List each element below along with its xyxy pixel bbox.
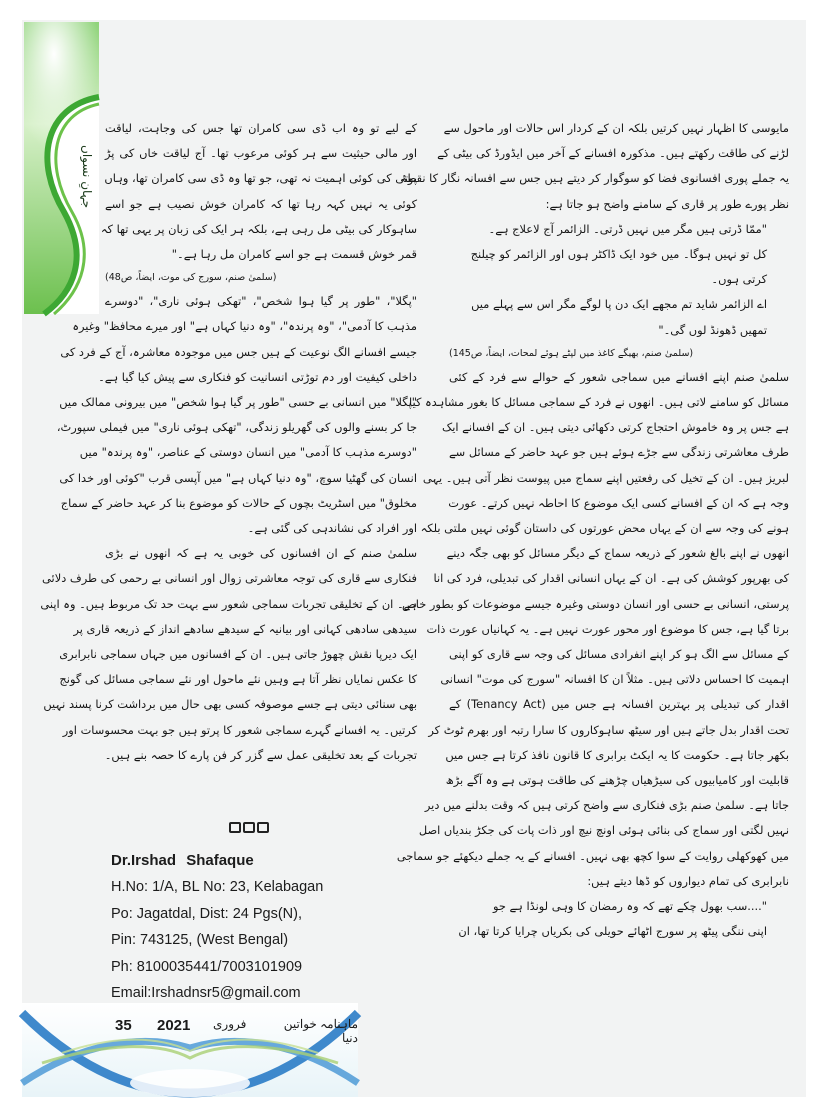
text-line: یہ جملے پوری افسانوی فضا کو سوگوار کر دیتے ہیں جس سے افسانہ نگار کا نقطۂ [400,171,789,186]
quote-line: "ممّا ڈرتی ہیں مگر میں نہیں ڈرتی۔ الزائمر آج لاعلاج ہے۔ [488,221,767,236]
article-column-right [396,116,789,945]
text-line: وجہ ہے کہ ان کے افسانے کسی ایک موضوع کا احاطہ نہیں کرتے۔ عورت [448,495,789,510]
quote-line: اے الزائمر شاید تم مجھے ایک دن پا لوگے مگر اس سے پہلے میں [471,297,767,312]
text-line: میں کھوکھلی روایت کے سوا کچھ بھی نہیں۔ افسانے کے یہ جملے دیکھئے جو سماجی [396,848,789,863]
text-line: سلمیٰ صنم اپنے افسانے میں سماجی شعور کے حوالے سے فرد کے کئی [449,369,789,384]
text-line: "دوسرے مذہب کا آدمی" میں انسان دوستی کے عناصر، "وہ پرندہ" میں [79,445,417,460]
page-number: 35 [115,1017,132,1034]
text-line: "پگلا" میں انسانی بے حسی "طور پر گیا ہوا شخص" میں بیرونی ممالک میں [59,395,417,410]
text-line: "پگلا"، "طور پر گیا ہوا شخص"، "تھکی ہوئی ناری"، "دوسرے [105,294,417,309]
text-line: جیسے افسانے الگ نوعیت کے ہیں جس میں موجودہ معاشرہ، آج کے فرد کی [60,344,417,359]
footer-info [22,1017,358,1045]
text-line: ایک دیرپا نقش چھوڑ جاتی ہیں۔ ان کے افسانوں میں جہاں سماجی نابرابری [59,647,417,662]
quote-line: کرتی ہوں۔ [711,272,767,287]
paragraph [40,541,417,768]
text-line: نابرابری کی تمام دیواروں کو ڈھا دیتے ہیں: [587,873,789,888]
square-icon [243,822,255,833]
text-line: جا کر بسنے والوں کی گھریلو زندگی، "تھکی ہوئی ناری" میں فیملی سپورٹ، [56,420,417,435]
text-line: کا عکس نمایاں نظر آتا ہے وہیں نئے ماحول اور نئے سماجی مسائل کی گونج [59,672,417,687]
block-quote [449,217,789,343]
citation: (سلمیٰ صنم، بھیگے کاغذ میں لپٹے ہوئے لمحات، ایضاً، ص145) [449,347,694,359]
text-line: سلمیٰ صنم کے ان افسانوں کی خوبی یہ ہے کہ انھوں نے بڑی [105,546,417,561]
text-line: مذہب کا آدمی"، "وہ پرندہ"، "وہ دنیا کہاں ہے" اور میرے محافظ" وغیرہ [72,319,417,334]
text-line: پوتی کی کوئی اہمیت نہ تھی، جو تھا وہ ڈی سی کامران تھا، وہاں [104,171,417,186]
paragraph [396,365,789,894]
text-line: اور مالی حیثیت سے ہر کوئی مرعوب تھا۔ آج لیاقت خاں کی پڑ [105,146,417,161]
text-line: کی بھرپور کوشش کی ہے۔ ان کے یہاں انسانی اقدار کی تبدیلی، فرد کی انا [433,571,789,586]
text-line: انھوں نے اپنے بالغ شعور کے ذریعہ سماج کے دیگر مسائل کو بھی جگہ دینے [446,546,789,561]
author-phone: Ph: 8100035441/7003101909 [111,958,303,975]
text-line: مسائل کو سامنے لاتی ہیں۔ انھوں نے فرد کے سماجی مسائل کا بغور مشاہدہ کیا [409,395,789,410]
square-icon [257,822,269,833]
text-line: لبریز ہیں۔ ان کے تخیل کی رفعتیں اپنے سماج میں پیوست نظر آتی ہیں۔ یہی [422,470,789,485]
text-line: لڑنے کی طاقت رکھتے ہیں۔ مذکورہ افسانے کے آخر میں ایڈورڈ کی بیٹی کے [437,146,789,161]
text-line: نہیں لگتی اور سماج کی بنائی ہوئی اونچ نیچ اور ذات پات کی جکڑ بندیاں اصل [418,823,789,838]
quote-line: اپنی ننگی پیٹھ پر سورج اٹھائے حویلی کی بکریاں چرایا کرتا تھا، ان [458,924,767,939]
text-line: ساہوکار کی بیٹی مل رہی ہے، بلکہ ہر ایک کی زبان پر یہی تھا کہ [100,221,417,236]
text-line: کوئی یہ نہیں کہہ رہا تھا کہ کامران خوش نصیب ہے جو اسے [105,196,417,211]
text-line: تحت اقدار بدل جاتے ہیں اور سیٹھ ساہوکاروں کا سارا رتبہ اور بھرم ٹوٹ کر [428,722,789,737]
text-line: اہمیت کا احساس دلاتی ہیں۔ مثلاً ان کا افسانہ "سورج کی موت" انسانی [440,672,789,687]
section-banner [24,22,99,314]
text-line: بکھر جاتا ہے۔ حکومت کا یہ ایکٹ برابری کا قانون نافذ کرتا ہے جس میں [445,747,789,762]
text-line: قابلیت اور کامیابیوں کی سیڑھیاں چڑھنے کی طاقت ہوتی ہے وہ آگے بڑھ [445,773,789,788]
text-line: مخلوق" میں اسٹریٹ بچوں کے حالات کو موضوع بنا کر عہد حاضر کے سماج [60,495,417,510]
text-line: کے لیے تو وہ اب ڈی سی کامران تھا جس کی وجاہت، لیاقت [105,121,417,135]
square-icon [229,822,241,833]
paragraph [400,116,789,217]
text-line: سیدھی سادھی کہانی اور بیانیہ کے سیدھے سادھے انداز کے ذریعہ قاری پر [73,621,417,636]
magazine-name: ماہنامہ خواتین دنیا [283,1017,358,1045]
author-po-district: Po: Jagatdal, Dist: 24 Pgs(N), [111,905,302,922]
author-email: Email:Irshadnsr5@gmail.com [111,985,301,1002]
author-contact [111,848,323,1007]
text-line: جاتا ہے۔ سلمیٰ صنم بڑی فنکاری سے واضح کرتی ہیں کہ وقت بدلنے میں دیر [424,798,789,813]
text-line: فنکاری سے قاری کی توجہ معاشرتی زوال اور انسانی بے رحمی کی طرف دلائی [42,571,417,586]
text-line: ہونے کی وجہ سے ان کے یہاں محض عورتوں کی داستان گوئی نہیں ملتی بلکہ [420,521,789,536]
text-line: کے مسائل سے الگ ہو کر اپنے انفرادی مسائل کی وجہ سے قاری کو اپنی [449,647,789,662]
section-separator [229,822,269,833]
text-line: داخلی کیفیت اور دم توڑتی انسانیت کو فنکاری سے پیش کیا گیا ہے۔ [98,369,417,384]
text-line: نظر پورے طور پر قاری کے سامنے واضح ہو جاتا ہے: [545,196,789,211]
section-label: جہانِ نسواں [80,145,94,209]
block-quote [449,894,789,944]
author-address: H.No: 1/A, BL No: 23, Kelabagan [111,879,324,895]
paragraph [100,116,417,267]
text-line: کرتیں۔ یہ افسانے گہرے سماجی شعور کا پرتو ہیں جو بہت محسوسات اور [62,722,417,737]
issue-month: فروری [213,1017,247,1031]
text-line: پرستی، انسانی بے حسی اور انسان دوستی وغیرہ جیسے موضوعات کو بطور خاص [402,596,789,611]
text-line: انسان کی گھٹیا سوچ، "وہ دنیا کہاں ہے" میں آپسی قرب "کوئی اور خدا کی [59,470,417,485]
text-line: اور افراد کی نشاندہی کی گئی ہے۔ [247,521,417,536]
text-line: طرف معاشرتی زندگی سے جڑے ہوئے ہیں جو عہد حاضر کے مسائل سے [449,445,789,460]
quote-line: کل تو نہیں ہوگا۔ میں خود ایک ڈاکٹر ہوں اور الزائمر کو چیلنج [470,247,767,262]
author-pin: Pin: 743125, (West Bengal) [111,932,289,949]
citation: (سلمیٰ صنم، سورج کی موت، ایضاً، ص48) [105,272,277,284]
text-line: مایوسی کا اظہار نہیں کرتیں بلکہ ان کے کردار اس حالات اور ماحول سے [443,121,789,135]
text-line: برتا گیا ہے، جس کا موضوع اور محور عورت نہیں ہے۔ یہ کہانیاں عورت ذات [426,621,789,636]
text-line: اقدار کی تبدیلی پر بہترین افسانہ ہے جس میں (Tenancy Act) کے [449,697,789,712]
author-name: Dr.Irshad Shafaque [111,852,254,869]
quote-line: "....سب بھول چکے تھے کہ وہ رمضان کا وہی لونڈا ہے جو [492,899,767,914]
text-line: ہے۔ ان کے تخلیقی تجربات سماجی شعور سے بہت حد تک مربوط ہیں۔ وہ اپنی [40,596,417,611]
quote-line: تمھیں ڈھونڈ لوں گی۔" [658,322,767,337]
page-footer [22,1003,358,1097]
text-line: تجربات کے بعد تخلیقی عمل سے گزر کر فن پارے کا حصہ بنے ہیں۔ [104,747,417,762]
paragraph [56,289,417,541]
text-line: بھی سنائی دیتی ہے جسے موصوفہ کسی بھی حال میں برداشت کرنا پسند نہیں [43,697,417,712]
text-line: ہے جس پر وہ خاموش احتجاج کرتی دکھائی دیتی ہیں۔ ان کے افسانے ایک [442,420,789,435]
issue-year: 2021 [157,1017,191,1034]
text-line: قمر خوش قسمت ہے جو اسے کامران مل رہا ہے۔" [171,247,417,262]
